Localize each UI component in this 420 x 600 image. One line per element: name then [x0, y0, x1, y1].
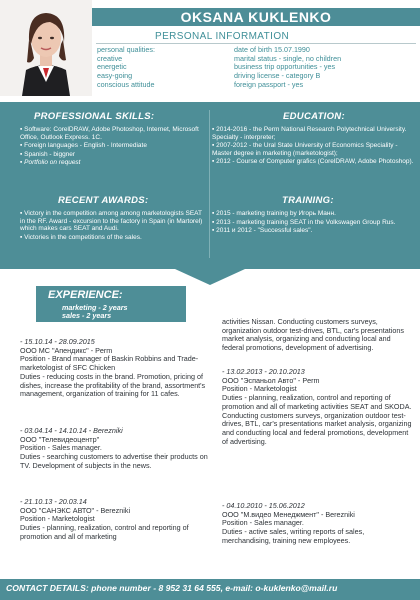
info-item: business trip opportunities - yes [234, 62, 336, 72]
experience-summary [62, 304, 128, 319]
skill-item: ▪ Foreign languages - English - Intermediate [20, 142, 206, 150]
training-list [212, 210, 414, 236]
job-duties: Duties - searching customers to advertise their products on TV. Development of subjects in the news. [20, 452, 208, 470]
skills-list [20, 126, 206, 168]
education-title: EDUCATION: [283, 111, 345, 122]
info-item: foreign passport - yes [234, 79, 304, 89]
job-entry [222, 368, 414, 446]
training-item: ▪ 2011 и 2012 - "Successful sales". [212, 227, 414, 235]
panel-pointer [175, 269, 245, 285]
job-position: Position - Brand manager of Baskin Robbins and Trade-marketologist of SFC Chicken [20, 354, 199, 373]
portrait-image [0, 0, 92, 96]
job-entry [20, 498, 212, 542]
job-period: - 03.04.14 - 14.10.14 - Berezniki [20, 426, 123, 435]
quality-item: easy-going [97, 71, 133, 81]
job-company: ООО "Эспаньол Авто" - Perm [222, 375, 320, 385]
quality-item: energetic [97, 62, 127, 72]
job-company: ООО МС "Апендикс" - Perm [20, 345, 113, 355]
candidate-name: OKSANA KUKLENKO [180, 9, 332, 25]
education-item: ▪ 2012 - Course of Computer grafics (CorelDRAW, Adobe Photoshop). [212, 158, 414, 166]
qualities-label: personal qualities: [97, 45, 155, 54]
job-entry [20, 427, 212, 471]
quality-item: creative [97, 53, 123, 63]
education-item: ▪ 2014-2016 - the Perm National Research Polytechnical University. Specialty - interpreter; [212, 126, 414, 141]
profile-photo [0, 0, 92, 96]
experience-header [36, 286, 186, 322]
job-entry-continued [222, 318, 414, 353]
job-position: Position - Sales manager. [20, 443, 102, 453]
job-entry [222, 502, 414, 546]
job-company: ООО "М.видео Менеджмент" - Berezniki [222, 509, 355, 519]
job-entry [20, 338, 212, 399]
skills-title: PROFESSIONAL SKILLS: [34, 111, 155, 122]
training-title: TRAINING: [282, 195, 334, 206]
job-duties: Duties - active sales, writing reports of sales, merchandising, training new employees. [222, 527, 365, 545]
training-item: ▪ 2015 - marketing training by Игорь Манн. [212, 210, 414, 218]
job-duties: Duties - reducing costs in the brand. Promotion, pricing of dishes, increase the profitability of the brand, assortment's management, organization of training for 11 cafes. [20, 371, 206, 399]
panel-divider [209, 110, 210, 258]
experience-summary-line: sales - 2 years [62, 310, 112, 320]
personal-qualities [97, 46, 227, 90]
experience-summary-line: marketing - 2 years [62, 303, 128, 312]
job-position: Position - Sales manager. [222, 518, 304, 528]
skill-item: ▪ Spanish - biggner [20, 151, 206, 159]
job-period: - 15.10.14 - 28.09.2015 [20, 337, 95, 346]
skill-item: ▪ Software: CorelDRAW, Adobe Photoshop, Internet, Microsoft Office, Outlook Express. 1C. [20, 126, 206, 141]
personal-info-divider [96, 43, 416, 44]
awards-list [20, 210, 206, 242]
job-period: - 21.10.13 - 20.03.14 [20, 497, 87, 506]
awards-title: RECENT AWARDS: [58, 195, 149, 206]
info-item: date of birth 15.07.1990 [234, 45, 310, 54]
training-item: ▪ 2013 - marketing training SEAT in the Volkswagen Group Rus. [212, 219, 414, 227]
job-period: - 13.02.2013 - 20.10.2013 [222, 367, 305, 376]
info-item: marital status - single, no children [234, 53, 342, 63]
quality-item: conscious attitude [97, 79, 155, 89]
award-item: ▪ Victories in the competitions of the sales. [20, 234, 206, 242]
header-bar [92, 8, 420, 26]
award-item: ▪ Victory in the competition among among marketologists SEAT in the RF. Award - excursion to the factory in Spain (in Martorel) which makes cars SEAT and Audi. [20, 210, 206, 233]
job-duties: Duties - planning, realization, control and reporting of promotion and all of marketing [20, 523, 189, 541]
job-company: ООО "САНЭКС АВТО" - Berezniki [20, 505, 131, 515]
job-position: Position - Marketologist [222, 384, 297, 394]
contact-details: CONTACT DETAILS: phone number - 8 952 31 64 555, e-mail: o-kuklenko@mail.ru [6, 583, 338, 593]
info-item: driving license - category B [234, 71, 321, 81]
job-position: Position - Marketologist [20, 514, 95, 524]
experience-title: EXPERIENCE: [48, 289, 123, 301]
job-duties: Duties - planning, realization, control and reporting of promotion and all of marketing activities SEAT and SKODA. Conducting customers surveys, organization outdoor test-drives, BTL, car's presentations market analysis, organizing and conducting local and federal promotions, development of advertising. [222, 393, 412, 446]
personal-info-title: PERSONAL INFORMATION [155, 31, 290, 42]
education-item: ▪ 2007-2012 - the Ural State University of Economics Speciality - Master degree in marketing (marketologist); [212, 142, 414, 157]
job-company: ООО "Телевидеоцентр" [20, 434, 100, 444]
contact-footer [0, 579, 420, 600]
personal-details [234, 46, 414, 90]
education-list [212, 126, 414, 167]
skill-item: ▪ Portfolio on request [20, 159, 206, 167]
job-period: - 04.10.2010 - 15.06.2012 [222, 501, 305, 510]
job-duties: activities Nissan. Conducting customers surveys, organization outdoor test-drives, BTL, car's presentations market analysis, organizing and conducting local and federal promotions, development of advertising. [222, 317, 404, 353]
